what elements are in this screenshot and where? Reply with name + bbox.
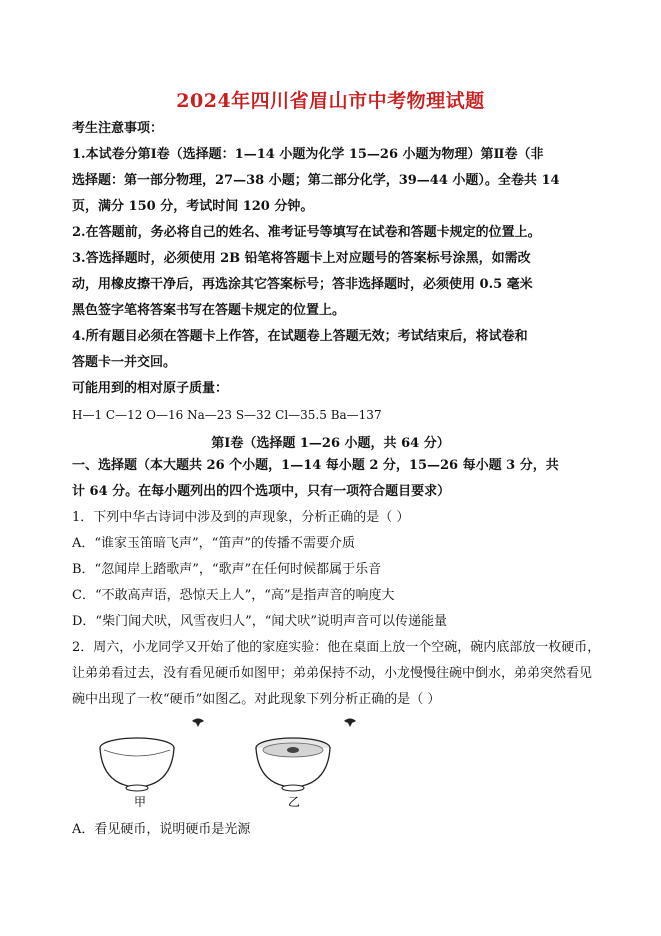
bowl-empty [100,738,174,791]
figure-label-jia: 甲 [134,795,147,809]
notice-line: 1.本试卷分第Ⅰ卷（选择题：1—14 小题为化学 15—26 小题为物理）第Ⅱ卷（非 [72,147,544,162]
coin-icon [287,747,299,753]
notice-line: 选择题：第一部分物理，27—38 小题；第二部分化学，39—44 小题）。全卷共 14 [72,173,560,188]
bowl-with-water [256,738,330,791]
question-1-option: A．“谁家玉笛暗飞声”，“笛声”的传播不需要介质 [72,536,355,551]
notice-line: 页，满分 150 分，考试时间 120 分钟。 [72,199,314,214]
question-1-option: B．“忽闻岸上踏歌声”，“歌声”在任何时候都属于乐音 [72,562,382,577]
question-1-option: D．“柴门闻犬吠，风雪夜归人”，“闻犬吠”说明声音可以传递能量 [72,614,448,629]
atomic-mass-values: H—1 C—12 O—16 Na—23 S—32 Cl—35.5 Ba—137 [72,408,382,422]
notice-line: 3.答选择题时，必须使用 2B 铅笔将答题卡上对应题号的答案标号涂黑，如需改 [72,251,531,266]
bowl-figure [92,712,372,812]
notice-line: 2.在答题前，务必将自己的姓名、准考证号等填写在试卷和答题卡规定的位置上。 [72,225,541,240]
notice-line: 黑色签字笔将答案书写在答题卡规定的位置上。 [72,303,346,318]
question-1-option: C．“不敢高声语，恐惊天上人”，“高”是指声音的响度大 [72,588,395,603]
question-1-stem: 1．下列中华古诗词中涉及到的声现象，分析正确的是（ ） [72,510,410,525]
part-one-heading: 一、选择题（本大题共 26 个小题，1—14 每小题 2 分，15—26 每小题 3 分，共 [72,458,559,473]
notice-line: 4.所有题目必须在答题卡上作答，在试题卷上答题无效；考试结束后，将试卷和 [72,329,528,344]
figure-label-yi: 乙 [288,795,301,809]
bowl-figure-drawing [92,712,372,812]
question-2-stem: 碗中出现了一枚“硬币”如图乙。对此现象下列分析正确的是（ ） [72,692,441,707]
question-2-stem: 让弟弟看过去，没有看见硬币如图甲；弟弟保持不动，小龙慢慢往碗中倒水，弟弟突然看见 [72,666,593,681]
notice-line: 动，用橡皮擦干净后，再选涂其它答案标号；答非选择题时，必须使用 0.5 毫米 [72,277,533,292]
eye-icon [192,719,204,728]
notice-line: 答题卡一并交回。 [72,355,177,370]
question-2-option: A．看见硬币，说明硬币是光源 [72,822,251,837]
atomic-mass-heading: 可能用到的相对原子质量： [72,381,229,396]
section-title: 第Ⅰ卷（选择题 1—26 小题，共 64 分） [211,436,450,451]
eye-icon [344,719,356,728]
page-title: 2024年四川省眉山市中考物理试题 [176,90,485,112]
part-one-heading: 计 64 分。在每小题列出的四个选项中，只有一项符合题目要求） [72,484,451,499]
question-2-stem: 2．周六，小龙同学又开始了他的家庭实验：他在桌面上放一个空碗，碗内底部放一枚硬币， [72,640,601,655]
notice-heading: 考生注意事项： [72,121,164,136]
